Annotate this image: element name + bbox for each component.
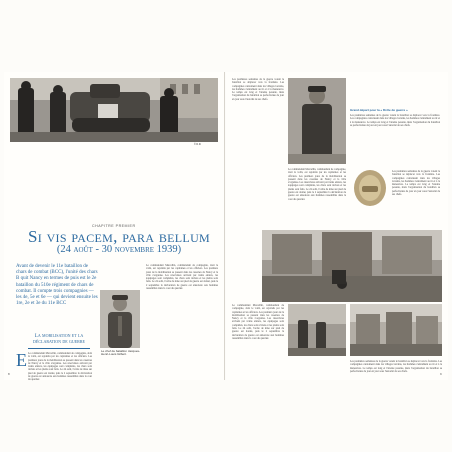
right-column-text-2: Le commandant Marcellin, commandant de compagnie, dont le voilà, est rejoindu par les capitaines et les officiers. Les premiers jours de la mobilisation se passent dans les casernes de Nancy et la ville s'organise. Les réservistes arrivent par trains entiers, les équipages sont complétés, les chars sont révisés et les pleins sont faits. Le 24 août, l'ordre de mise sur pied de guerre est donné, puis le 2 septembre la déclaration de guerre est annoncée aux hommes rassemblés dans la cour du quartier. <box>288 168 346 201</box>
left-page <box>4 72 225 380</box>
right-column-text-4: Le commandant Marcellin, commandant de compagnie, dont le voilà, est rejoindu par les capitaines et les officiers. Les premiers jours de la mobilisation se passent dans les casernes de Nancy et la ville s'organise. Les réservistes arrivent par trains entiers, les équipages sont complétés, les chars sont révisés et les pleins sont faits. Le 24 août, l'ordre de mise sur pied de guerre est donné, puis le 2 septembre la déclaration de guerre est annoncée aux hommes rassemblés dans la cour du quartier. <box>232 304 284 340</box>
officer-portrait-photo <box>288 78 346 164</box>
right-column-text-3: Les premières semaines de la guerre voient le bataillon se déplacer vers la frontière. Les compagnies cantonnent dans les villages lorrains, les hommes s'entraînent au tir et à la manœuvre. Le temps est long et l'attente pesante, mais l'organisation du bataillon se perfectionne de jour en jour sous l'autorité de ses chefs. <box>350 114 440 127</box>
right-column-text-1: Les premières semaines de la guerre voient le bataillon se déplacer vers la frontière. Les compagnies cantonnent dans les villages lorrains, les hommes s'entraînent au tir et à la manœuvre. Le temps est long et l'attente pesante, mais l'organisation du bataillon se perfectionne de jour en jour sous l'autorité de ses chefs. <box>232 78 284 101</box>
badge-caption: Les premières semaines de la guerre voient le bataillon se déplacer vers la frontière. Les compagnies cantonnent dans les villages lorrains, les hommes s'entraînent au tir et à la manœuvre. Le temps est long et l'attente pesante, mais l'organisation du bataillon se perfectionne de jour en jour sous l'autorité de ses chefs. <box>392 170 440 197</box>
right-page <box>226 72 448 380</box>
regimental-badge-photo <box>350 168 390 208</box>
section-heading: La mobilisation et la déclaration de guerre <box>33 333 85 345</box>
right-column-text-5: Les premières semaines de la guerre voient le bataillon se déplacer vers la frontière. Les compagnies cantonnent dans les villages lorrains, les hommes s'entraînent au tir et à la manœuvre. Le temps est long et l'attente pesante, mais l'organisation du bataillon se perfectionne de jour en jour sous l'autorité de ses chefs. <box>350 360 442 373</box>
tank-photo-credit: © D.R. <box>194 143 202 146</box>
soldiers-photo <box>288 304 346 356</box>
page-number-right: 9 <box>440 372 442 376</box>
portrait-caption: Le chef de bataillon Jacques-Henri-Louis Gilbert. <box>101 349 141 357</box>
drop-cap: E <box>16 350 27 370</box>
chapter-title: Si vis pacem, para bellum <box>27 227 211 246</box>
left-column-text-2: Le commandant Marcellin, commandant de compagnie, dont le voilà, est rejoindu par les capitaines et les officiers. Les premiers jours de la mobilisation se passent dans les casernes de Nancy et la ville s'organise. Les réservistes arrivent par trains entiers, les équipages sont complétés, les chars sont révisés et les pleins sont faits. Le 24 août, l'ordre de mise sur pied de guerre est donné, puis le 2 septembre la déclaration de guerre est annoncée aux hommes rassemblés dans la cour du quartier. <box>146 264 218 291</box>
town-square-photo <box>262 230 442 302</box>
page-number-left: 8 <box>8 372 10 376</box>
street-scene-photo <box>350 304 442 356</box>
lead-paragraph: Avant de devenir le 11e bataillon de chars de combat (BCC), l'unité des chars B quit Nancy en termes de puis est le 2e bataillon du 510e régiment de chars de combat. Il compte trois compagnies — les 4e, 5e et 6e — qui devient ensuite les 1re, 2e et 3e du 11e BCC <box>16 264 98 307</box>
right-subheading: Grand départ pour la « Drôle de guerre » <box>350 108 408 112</box>
chapter-label: CHAPITRE PREMIER <box>92 224 136 228</box>
commander-portrait-photo <box>100 290 140 348</box>
left-column-text: Le commandant Marcellin, commandant de compagnie, dont le voilà, est rejoindu par les capitaines et les officiers. Les premiers jours de la mobilisation se passent dans les casernes de Nancy et la ville s'organise. Les réservistes arrivent par trains entiers, les équipages sont complétés, les chars sont révisés et les pleins sont faits. Le 24 août, l'ordre de mise sur pied de guerre est donné, puis le 2 septembre la déclaration de guerre est annoncée aux hommes rassemblés dans la cour du quartier. <box>28 352 92 382</box>
tank-crew-photo <box>10 78 218 142</box>
section-rule <box>28 348 90 349</box>
chapter-subtitle: (24 août - 30 novembre 1939) <box>56 244 182 255</box>
